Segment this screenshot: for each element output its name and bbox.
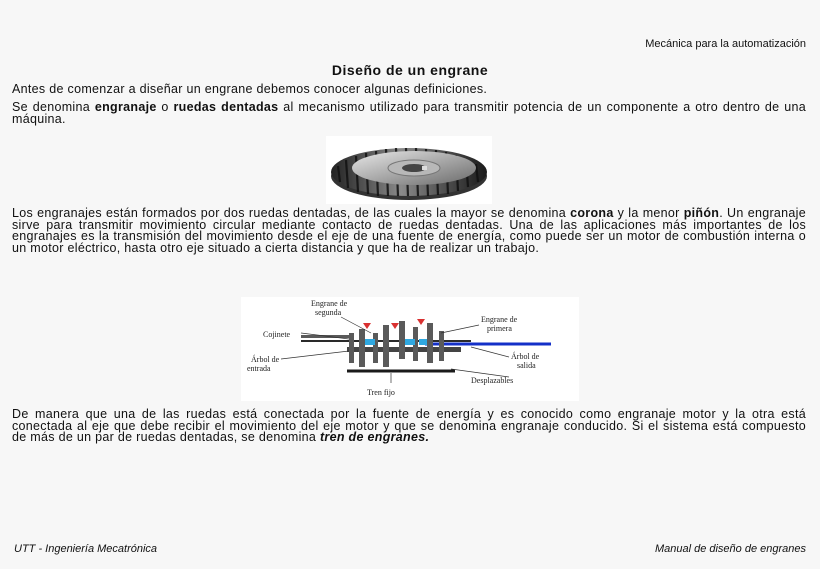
term-ruedas-dentadas: ruedas dentadas [173, 100, 279, 114]
gear-train-diagram [241, 297, 579, 401]
label-engrane-segunda-2: segunda [315, 308, 342, 317]
gear-train-svg [241, 297, 579, 401]
gears-paragraph [12, 208, 806, 254]
text-run: y la menor [613, 206, 684, 220]
label-engrane-segunda-1: Engrane de [311, 299, 348, 308]
label-engrane-primera-2: primera [487, 324, 512, 333]
text-run: Se denomina [12, 100, 95, 114]
gear-image [326, 136, 492, 204]
definition-paragraph [12, 102, 806, 125]
label-desplazables: Desplazables [471, 376, 514, 385]
label-arbol-entrada-1: Árbol de [251, 355, 280, 364]
label-arbol-entrada-2: entrada [247, 364, 271, 373]
text-run: al mecanismo utilizado para transmitir potencia de un componente a otro dentro de una máquina. [12, 100, 806, 126]
page-title: Diseño de un engrane [331, 62, 489, 78]
text-run: De manera que una de las ruedas está conectada por la fuente de energía y es conocido como engranaje motor y la otra está conectada al eje que debe recibir el movimiento del eje motor y que se denomina engranaje conducido. Si el sistema está compuesto de más de un par de ruedas dentadas, se denomina [12, 407, 806, 444]
label-engrane-primera-1: Engrane de [481, 315, 518, 324]
footer-institution: UTT - Ingeniería Mecatrónica [14, 543, 158, 555]
text-run: . Un engranaje sirve para transmitir movimiento circular mediante contacto de ruedas dentadas. Una de las aplicaciones más importantes de los engranajes es la transmisión del movimiento desde el eje de una fuente de energía, como puede ser un motor de combustión interna o un motor eléctrico, hasta otro eje situado a cierta distancia y que ha de realizar un trabajo. [12, 206, 806, 255]
term-tren-de-engranes: tren de engranes. [319, 430, 430, 444]
label-arbol-salida-2: salida [517, 361, 536, 370]
term-pinon: piñón [683, 206, 720, 220]
label-tren-fijo: Tren fijo [367, 388, 395, 397]
label-arbol-salida-1: Árbol de [511, 352, 540, 361]
label-cojinete: Cojinete [263, 330, 291, 339]
intro-paragraph: Antes de comenzar a diseñar un engrane debemos conocer algunas definiciones. [12, 82, 488, 96]
text-run: Los engranajes están formados por dos ruedas dentadas, de las cuales la mayor se denomina [12, 206, 571, 220]
gear-train-paragraph [12, 409, 806, 444]
footer-manual-title: Manual de diseño de engranes [654, 543, 806, 555]
gear-illustration [326, 136, 492, 204]
header-course: Mecánica para la automatización [645, 38, 806, 50]
term-engranaje: engranaje [94, 100, 157, 114]
text-run: o [156, 100, 174, 114]
term-corona: corona [570, 206, 614, 220]
